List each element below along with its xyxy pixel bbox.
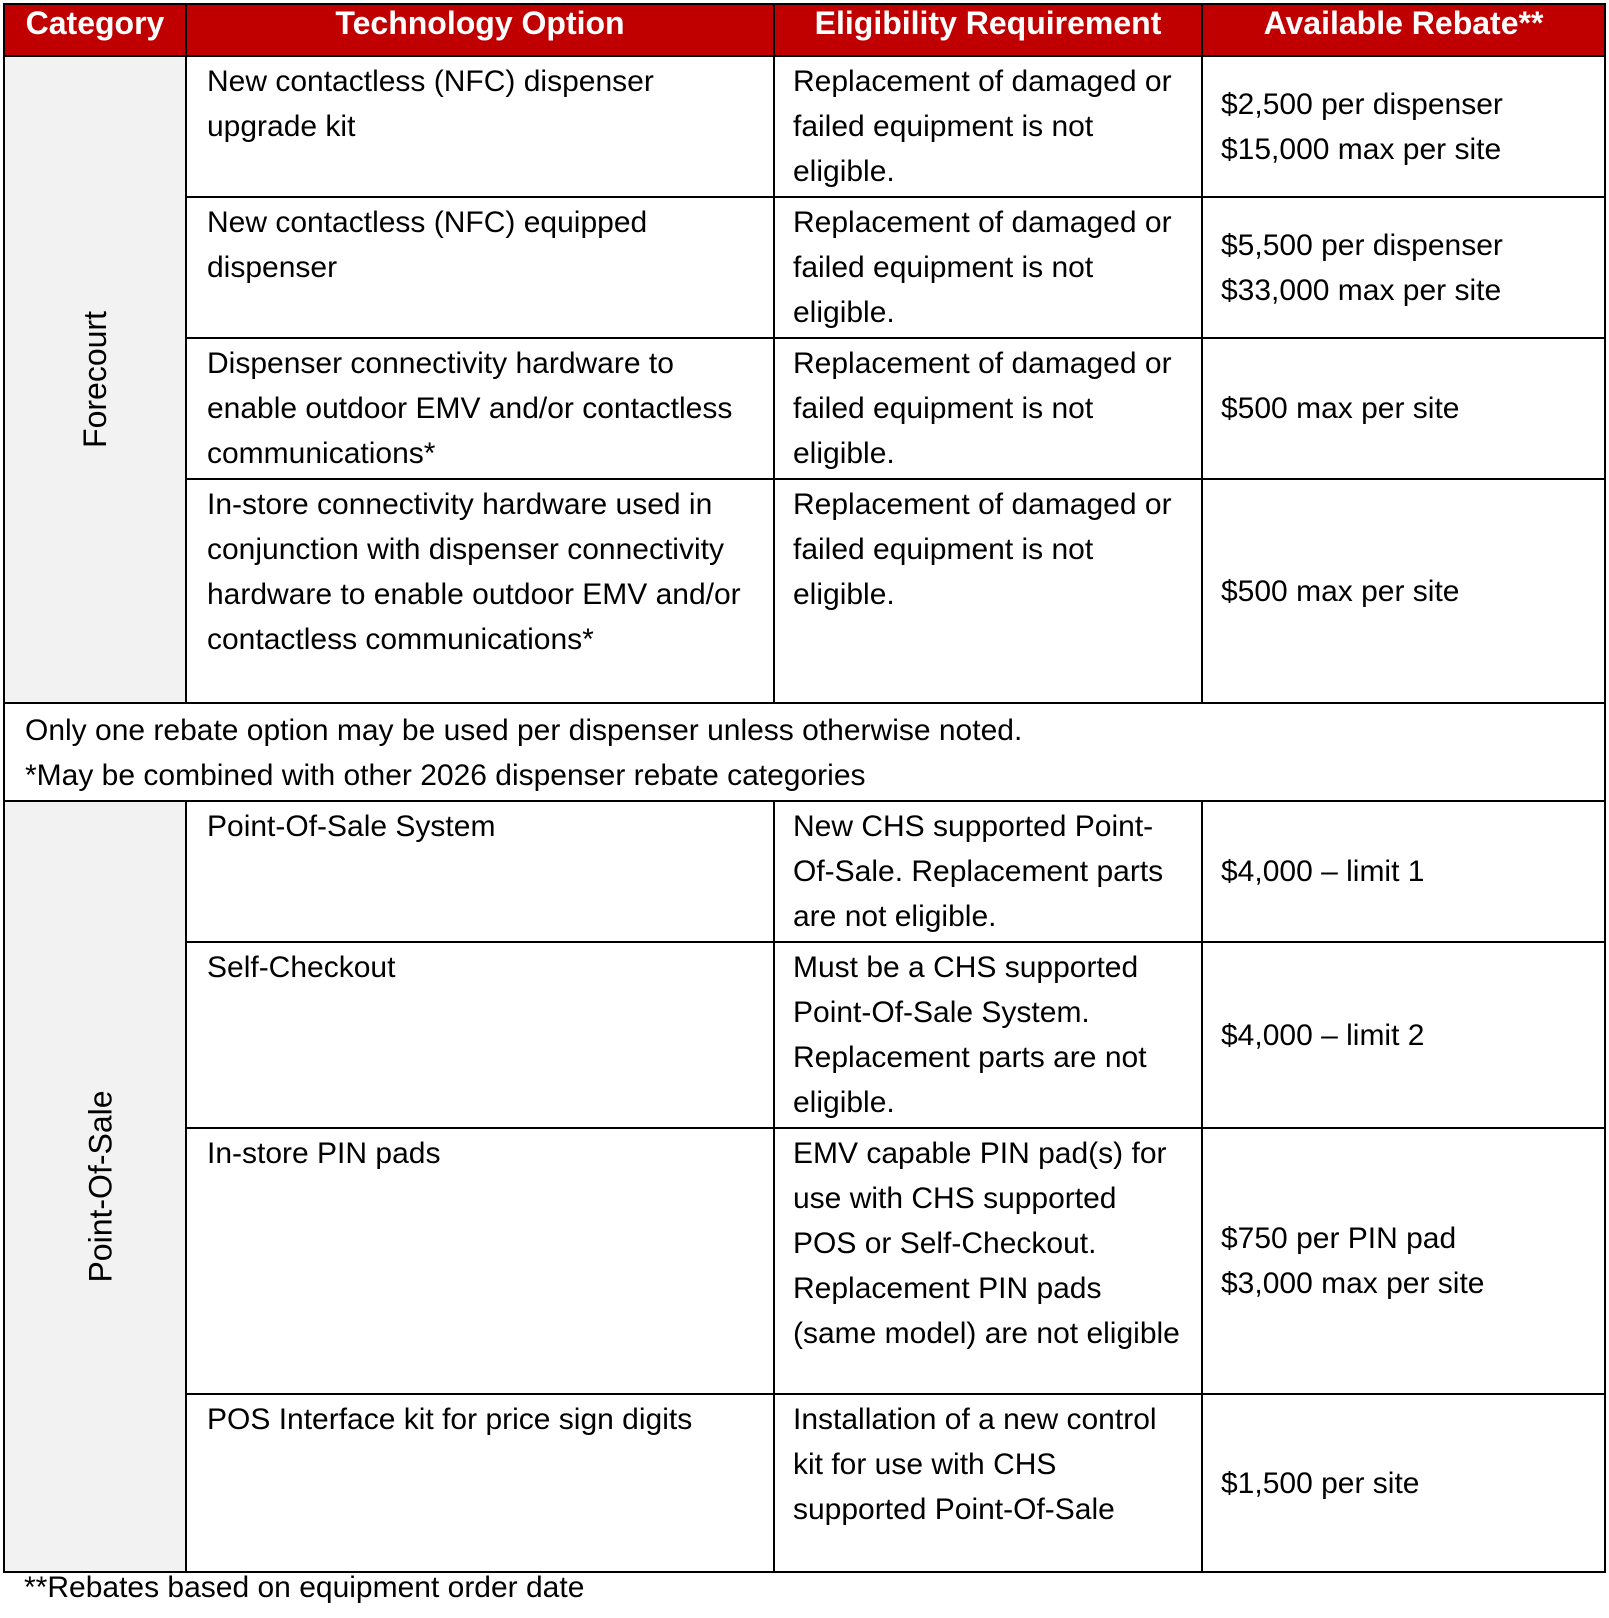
table-row xyxy=(4,197,1605,338)
technology-cell: In-store connectivity hardware used in conjunction with dispenser connectivity hardware to enable outdoor EMV and/or contactless communications* xyxy=(186,479,774,703)
technology-cell: POS Interface kit for price sign digits xyxy=(186,1394,774,1572)
header-row xyxy=(4,4,1605,56)
notes-row xyxy=(4,703,1605,801)
rebate-line: $33,000 max per site xyxy=(1221,273,1502,307)
footer-note: **Rebates based on equipment order date xyxy=(24,1571,585,1604)
eligibility-cell: EMV capable PIN pad(s) for use with CHS supported POS or Self-Checkout. Replacement PIN pads (same model) are not eligible xyxy=(774,1128,1202,1394)
table-row xyxy=(4,942,1605,1128)
note-line: Only one rebate option may be used per dispenser unless otherwise noted. xyxy=(25,714,1023,747)
header-eligibility: Eligibility Requirement xyxy=(774,4,1202,56)
rebate-line: $500 max per site xyxy=(1221,574,1460,608)
technology-cell: In-store PIN pads xyxy=(186,1128,774,1394)
technology-cell: New contactless (NFC) equipped dispenser xyxy=(186,197,774,338)
eligibility-cell: Replacement of damaged or failed equipment is not eligible. xyxy=(774,197,1202,338)
rebate-line: $750 per PIN pad xyxy=(1221,1222,1457,1255)
notes-cell xyxy=(4,703,1605,801)
rebate-cell xyxy=(1202,942,1605,1128)
technology-cell: Point-Of-Sale System xyxy=(186,801,774,942)
technology-cell: Self-Checkout xyxy=(186,942,774,1128)
rebate-line: $3,000 max per site xyxy=(1221,1267,1485,1300)
eligibility-cell: New CHS supported Point-Of-Sale. Replacement parts are not eligible. xyxy=(774,801,1202,942)
rebate-line: $15,000 max per site xyxy=(1221,132,1502,166)
header-rebate: Available Rebate** xyxy=(1202,4,1605,56)
rebate-line: $500 max per site xyxy=(1221,392,1460,425)
category-forecourt xyxy=(4,56,186,703)
note-line: *May be combined with other 2026 dispenser rebate categories xyxy=(25,759,866,792)
eligibility-cell: Replacement of damaged or failed equipment is not eligible. xyxy=(774,479,1202,703)
table-row xyxy=(4,338,1605,479)
rebate-line: $5,500 per dispenser xyxy=(1221,228,1503,262)
table-row xyxy=(4,801,1605,942)
rebate-cell xyxy=(1202,56,1605,197)
rebate-cell xyxy=(1202,479,1605,703)
eligibility-cell: Replacement of damaged or failed equipment is not eligible. xyxy=(774,56,1202,197)
table-row xyxy=(4,1394,1605,1572)
table-row xyxy=(4,479,1605,703)
eligibility-cell: Replacement of damaged or failed equipment is not eligible. xyxy=(774,338,1202,479)
rebate-cell xyxy=(1202,1128,1605,1394)
category-point-of-sale xyxy=(4,801,186,1572)
header-technology: Technology Option xyxy=(186,4,774,56)
table-row xyxy=(4,56,1605,197)
rebate-cell xyxy=(1202,1394,1605,1572)
technology-cell: Dispenser connectivity hardware to enable outdoor EMV and/or contactless communications* xyxy=(186,338,774,479)
rebate-cell xyxy=(1202,338,1605,479)
rebate-table xyxy=(3,3,1606,1573)
eligibility-cell: Installation of a new control kit for use with CHS supported Point-Of-Sale xyxy=(774,1394,1202,1572)
rebate-cell xyxy=(1202,801,1605,942)
rebate-line: $1,500 per site xyxy=(1221,1466,1420,1500)
technology-cell: New contactless (NFC) dispenser upgrade kit xyxy=(186,56,774,197)
rebate-line: $4,000 – limit 1 xyxy=(1221,855,1425,888)
eligibility-cell: Must be a CHS supported Point-Of-Sale System. Replacement parts are not eligible. xyxy=(774,942,1202,1128)
category-label: Forecourt xyxy=(76,311,113,448)
rebate-line: $2,500 per dispenser xyxy=(1221,87,1503,121)
rebate-cell xyxy=(1202,197,1605,338)
rebate-line: $4,000 – limit 2 xyxy=(1221,1018,1425,1052)
category-label: Point-Of-Sale xyxy=(82,1090,119,1283)
table-row xyxy=(4,1128,1605,1394)
header-category: Category xyxy=(4,4,186,56)
